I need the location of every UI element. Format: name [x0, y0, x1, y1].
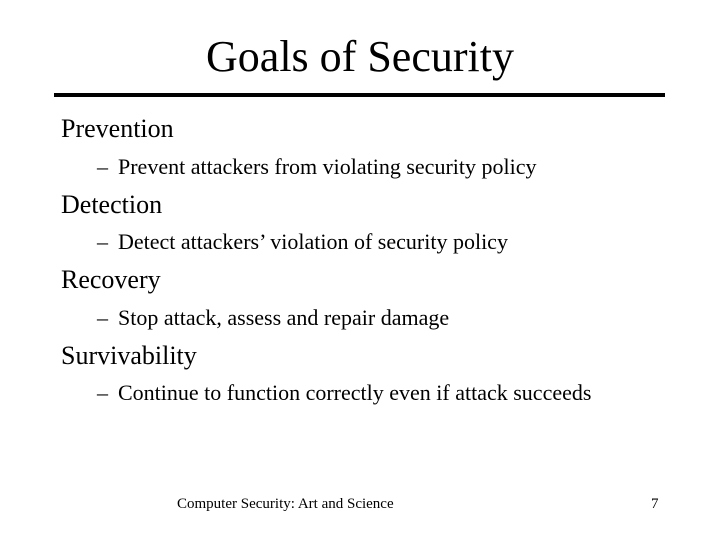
bullet-detection: Detection: [61, 190, 163, 219]
subbullet-recovery: [97, 305, 449, 331]
bullet-recovery: Recovery: [61, 265, 161, 294]
subbullet-survivability: [97, 380, 591, 406]
page-number: 7: [651, 496, 659, 512]
slide-footer: Computer Security: Art and Science: [177, 496, 394, 512]
subbullet-prevention: [97, 154, 536, 180]
dash-marker: –: [97, 154, 108, 179]
subbullet-text: Detect attackers’ violation of security policy: [118, 229, 508, 254]
subbullet-text: Continue to function correctly even if attack succeeds: [118, 380, 592, 405]
subbullet-detection: [97, 229, 508, 255]
bullet-prevention: Prevention: [61, 114, 174, 143]
dash-marker: –: [97, 229, 108, 254]
subbullet-text: Stop attack, assess and repair damage: [118, 305, 450, 330]
slide-title: Goals of Security: [206, 32, 514, 81]
dash-marker: –: [97, 380, 108, 405]
dash-marker: –: [97, 305, 108, 330]
subbullet-text: Prevent attackers from violating security policy: [118, 154, 537, 179]
bullet-survivability: Survivability: [61, 341, 197, 370]
